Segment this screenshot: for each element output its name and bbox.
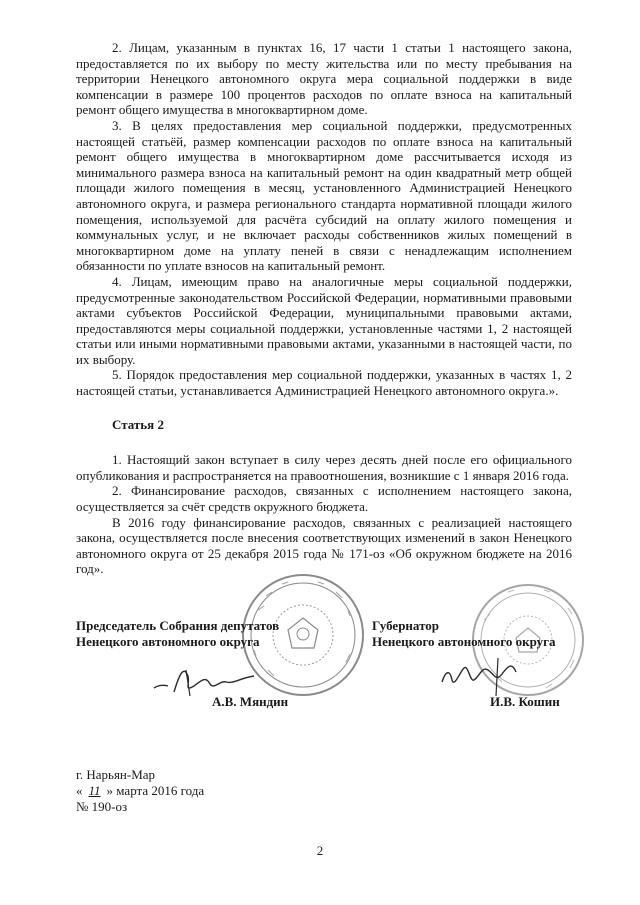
right-title-line-1: Губернатор xyxy=(372,618,440,633)
left-title-line-1: Председатель Собрания депутатов xyxy=(76,618,280,633)
page-number: 2 xyxy=(316,843,324,858)
paragraph-5: 5. Порядок предоставления мер социальной поддержки, указанных в частях 1, 2 настоящей статьи, устанавливается Администрацией Ненецкого автономного округа.». xyxy=(76,367,572,399)
right-title-line-2: Ненецкого автономного округа xyxy=(372,634,556,649)
date-open-quote: « xyxy=(76,783,83,798)
right-signatory-name: И.В. Кошин xyxy=(490,694,560,709)
assembly-chair-title xyxy=(76,618,279,650)
date-rest: » марта 2016 года xyxy=(106,783,205,798)
article2-paragraph-1: 1. Настоящий закон вступает в силу через десять дней после его официального опубликования и распространяется на правоотношения, возникшие с 1 января 2016 года. xyxy=(76,452,572,483)
law-number: № 190-оз xyxy=(76,799,128,814)
paragraph-3: 3. В целях предоставления мер социальной поддержки, предусмотренных настоящей статьёй, размер компенсации расходов по оплате взноса на капитальный ремонт общего имущества в многоквартирном доме рассчитывается исходя из минимального размера взноса на капитальный ремонт на один квадратный метр общей площади жилого помещения в месяц, установленного Администрацией Ненецкого автономного округа, и размера регионального стандарта нормативной площади жилого помещения, используемой для расчёта субсидий на оплату жилого помещения и коммунальных услуг, и не включает расходы собственников жилых помещений в многоквартирном доме на уплату пеней в связи с ненадлежащим исполнением обязанности по уплате взносов на капитальный ремонт. xyxy=(76,117,572,274)
article2-paragraph-3: В 2016 году финансирование расходов, связанных с реализацией настоящего закона, осуществляется после внесения соответствующих изменений в закон Ненецкого автономного округа от 25 декабря 2015 года № 171-оз «Об окружном бюджете на 2016 год». xyxy=(76,514,572,577)
signing-date xyxy=(76,783,204,799)
city: г. Нарьян-Мар xyxy=(76,767,156,782)
date-day: 11 xyxy=(88,783,101,798)
paragraph-2: 2. Лицам, указанным в пунктах 16, 17 части 1 статьи 1 настоящего закона, предоставляется по их выбору по месту жительства или по месту пребывания на территории Ненецкого автономного округа мера социальной поддержки в виде компенсации в размере 100 процентов расходов по оплате взноса на капитальный ремонт общего имущества в многоквартирном доме. xyxy=(76,40,572,118)
law-body xyxy=(76,40,572,577)
left-title-line-2: Ненецкого автономного округа xyxy=(76,634,260,649)
place-date-number xyxy=(76,767,204,815)
article-heading: Статья 2 xyxy=(112,416,164,432)
article2-paragraph-2: 2. Финансирование расходов, связанных с исполнением настоящего закона, осуществляется за счёт средств окружного бюджета. xyxy=(76,483,572,515)
paragraph-4: 4. Лицам, имеющим право на аналогичные меры социальной поддержки, предусмотренные законодательством Российской Федерации, нормативными правовыми актами субъектов Российской Федерации, муниципальными правовыми актами, предоставляются меры социальной поддержки, установленные частями 1, 2 настоящей статьи или иными нормативными правовыми актами, указанными в настоящей части, по их выбору. xyxy=(76,273,572,367)
governor-title xyxy=(372,618,556,650)
left-signatory-name: А.В. Мяндин xyxy=(212,694,289,709)
